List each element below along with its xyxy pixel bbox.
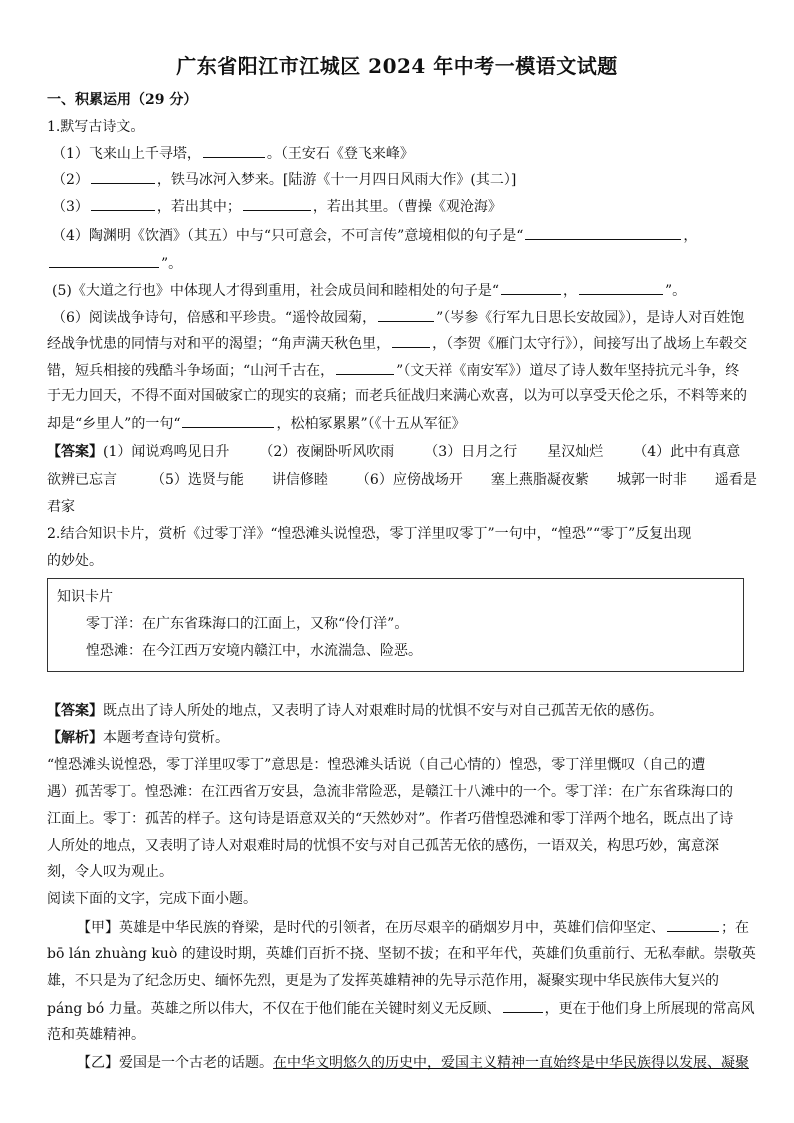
q1-item-6-text: 却是“乡里人”的一句“ <box>47 416 181 432</box>
q1-item-6-text: ，（李贺《雁门太守行》），间接写出了战场上车毂交 <box>432 336 748 352</box>
passage-jia-line3: 雄，不只是为了纪念历史、缅怀先烈，更是为了发挥英雄精神的先导示范作用，凝聚实现中华民族伟大复兴的 <box>47 973 719 989</box>
q1-item-2-text: ，铁马冰河入梦来。[陆游《十一月四日风雨大作》(其二）] <box>156 172 517 188</box>
answer-label: 【答案】 <box>47 444 103 460</box>
q1-item-4-cont <box>47 253 182 274</box>
q1-item-2 <box>52 169 516 190</box>
passage-text: ；在 <box>721 920 749 936</box>
q1-item-5-end: ”。 <box>665 283 687 299</box>
underlined-sentence: 在中华文明悠久的历史中，爱国主义精神一直始终是中华民族得以发展、凝聚 <box>273 1055 749 1071</box>
answer-blank[interactable] <box>336 360 394 375</box>
passage-text: 【乙】爱国是一个古老的话题。 <box>77 1055 273 1071</box>
answer-text: 遥看是 <box>714 472 757 488</box>
answer-blank[interactable] <box>182 413 274 428</box>
q1-item-5-text: (5)《大道之行也》中体现人才得到重用，社会成员间和睦相处的句子是“ <box>52 283 499 299</box>
answer-blank[interactable] <box>579 280 663 295</box>
answer-text: 城郭一时非 <box>616 472 687 488</box>
answer-blank[interactable] <box>91 169 155 184</box>
analysis-line: “惶恐滩头说惶恐，零丁洋里叹零丁”意思是：惶恐滩头话说（自己心情的）惶恐，零丁洋里慨叹（自己的遭 <box>47 757 706 773</box>
answer-text: （4）此中有真意 <box>633 444 741 460</box>
passage-jia-line5: 范和英雄精神。 <box>47 1027 145 1043</box>
analysis-2-heading <box>47 728 229 748</box>
answer-blank[interactable] <box>243 196 311 211</box>
q1-item-6-text: ”（文天祥《南安军》）道尽了诗人数年坚持抗元斗争，终 <box>396 363 740 379</box>
analysis-label: 【解析】 <box>47 730 103 746</box>
knowledge-card-line-1: 零丁洋：在广东省珠海口的江面上，又称“伶仃洋”。 <box>86 616 409 632</box>
q1-item-3-num: （3） <box>52 199 89 215</box>
question-2-line2: 的妙处。 <box>47 553 103 569</box>
passage-text: páng bó 力量。英雄之所以伟大，不仅在于他们能在关键时刻义无反顾、 <box>47 1001 501 1017</box>
reading-intro: 阅读下面的文字，完成下面小题。 <box>47 891 257 907</box>
q1-item-3-text: ，若出其里。（曹操《观沧海》 <box>312 199 502 215</box>
answer-blank[interactable] <box>49 253 159 268</box>
answer-blank[interactable] <box>378 307 434 322</box>
passage-jia-line1 <box>77 917 749 938</box>
q1-item-6-line1 <box>52 307 744 328</box>
answer-text: （6）应傍战场开 <box>355 472 463 488</box>
analysis-line: 遇）孤苦零丁。惶恐滩：在江西省万安县，急流非常险恶，是赣江十八滩中的一个。零丁洋：在广东省珠海口的 <box>47 784 733 800</box>
analysis-line: 江面上。零丁：孤苦的样子。这句诗是语意双关的“天然妙对”。作者巧借惶恐滩和零丁洋两个地名，既点出了诗 <box>47 811 734 827</box>
q1-item-5-mid: ， <box>563 283 577 299</box>
answer-text: 星汉灿烂 <box>547 444 604 460</box>
q1-item-4 <box>52 225 697 246</box>
analysis-text: 本题考查诗句赏析。 <box>103 730 229 746</box>
answer-text: （3）日月之行 <box>424 444 518 460</box>
q1-item-5 <box>52 280 686 301</box>
answer-1-line1 <box>47 442 740 462</box>
q1-item-6-line2 <box>47 333 747 354</box>
passage-jia-line4 <box>47 998 755 1019</box>
q1-item-6-text: ，松柏冢累累”（《十五从军征》 <box>276 416 466 432</box>
knowledge-card-line-2: 惶恐滩：在今江西万安境内赣江中，水流湍急、险恶。 <box>86 643 422 659</box>
q1-item-3-mid: ，若出其中； <box>156 199 241 215</box>
q1-item-6-line5 <box>47 413 466 434</box>
q1-item-6-text: 错，短兵相接的残酷斗争场面；“山河千古在， <box>47 363 335 379</box>
section-heading: 一、积累运用（29 分） <box>47 92 198 108</box>
question-1-stem: 1.默写古诗文。 <box>47 119 145 135</box>
answer-blank[interactable] <box>525 225 681 240</box>
answer-blank[interactable] <box>203 143 265 158</box>
answer-blank[interactable] <box>91 196 155 211</box>
passage-text: 更在于他们身上所展现的常高风 <box>558 1001 755 1017</box>
q1-item-2-num: （2） <box>52 172 89 188</box>
answer-text: （5）选贤与能 <box>151 472 244 488</box>
q1-item-4-end: ”。 <box>161 256 183 272</box>
answer-blank[interactable] <box>501 280 561 295</box>
passage-yi-line1 <box>77 1053 749 1073</box>
analysis-line: 刻，令人叹为观止。 <box>47 864 173 880</box>
q1-item-6-line4: 于无力回天，不得不面对国破家亡的现实的哀痛；而老兵征战归来满心欢喜，以为可以享受天伦之乐，不料等来的 <box>47 388 747 404</box>
answer-text: (1）闻说鸡鸣见日升 <box>103 444 230 460</box>
page-title: 广东省阳江市江城区 2024 年中考一模语文试题 <box>176 54 618 78</box>
answer-label: 【答案】 <box>47 703 103 719</box>
answer-text: 欲辨已忘言 <box>47 472 117 488</box>
passage-text: ， <box>544 1001 559 1017</box>
answer-blank[interactable] <box>503 998 543 1013</box>
analysis-line: 人所处的地点，又表明了诗人对艰难时局的忧惧不安与对自己孤苦无依的感伤，一语双关，构思巧妙，寓意深 <box>47 838 719 854</box>
q1-item-3 <box>52 196 502 217</box>
q1-item-1-source: 。（王安石《登飞来峰》 <box>266 146 414 162</box>
q1-item-6-text: ”（岑参《行军九日思长安故园》），是诗人对百姓饱 <box>436 310 745 326</box>
answer-text: 讲信修睦 <box>271 472 328 488</box>
q1-item-6-line3 <box>47 360 739 381</box>
q1-item-1-text: （1）飞来山上千寻塔， <box>52 146 201 162</box>
passage-text: 【甲】英雄是中华民族的脊梁，是时代的引领者，在历尽艰辛的硝烟岁月中，英雄们信仰坚定、 <box>77 920 665 936</box>
answer-text: 塞上燕脂凝夜紫 <box>490 472 589 488</box>
q1-item-4-text: （4）陶渊明《饮酒》（其五）中与“只可意会，不可言传”意境相似的句子是“ <box>52 228 524 244</box>
question-2-line1: 2.结合知识卡片，赏析《过零丁洋》“惶恐滩头说惶恐，零丁洋里叹零丁”一句中，“惶恐”“零丁”反复出现 <box>47 526 692 542</box>
answer-blank[interactable] <box>392 333 430 348</box>
q1-item-6-text: （6）阅读战争诗句，倍感和平珍贵。“遥怜故园菊， <box>52 310 377 326</box>
answer-2 <box>47 701 663 721</box>
passage-jia-line2: bō lán zhuàng kuò 的建设时期，英雄们百折不挠、坚韧不拔；在和平年代，英雄们负重前行、无私奉献。崇敬英 <box>47 946 756 962</box>
q1-item-4-comma: ， <box>683 228 698 244</box>
answer-1-line2 <box>47 470 757 490</box>
answer-text: （2）夜阑卧听风吹雨 <box>259 444 395 460</box>
answer-1-line3: 君家 <box>47 499 75 515</box>
knowledge-card <box>47 578 744 672</box>
answer-blank[interactable] <box>667 917 719 932</box>
knowledge-card-title: 知识卡片 <box>57 589 113 605</box>
q1-item-1 <box>52 143 414 164</box>
answer-text: 既点出了诗人所处的地点，又表明了诗人对艰难时局的忧惧不安与对自己孤苦无依的感伤。 <box>103 703 663 719</box>
q1-item-6-text: 经战争忧患的同情与对和平的渴望；“角声满天秋色里， <box>47 336 391 352</box>
